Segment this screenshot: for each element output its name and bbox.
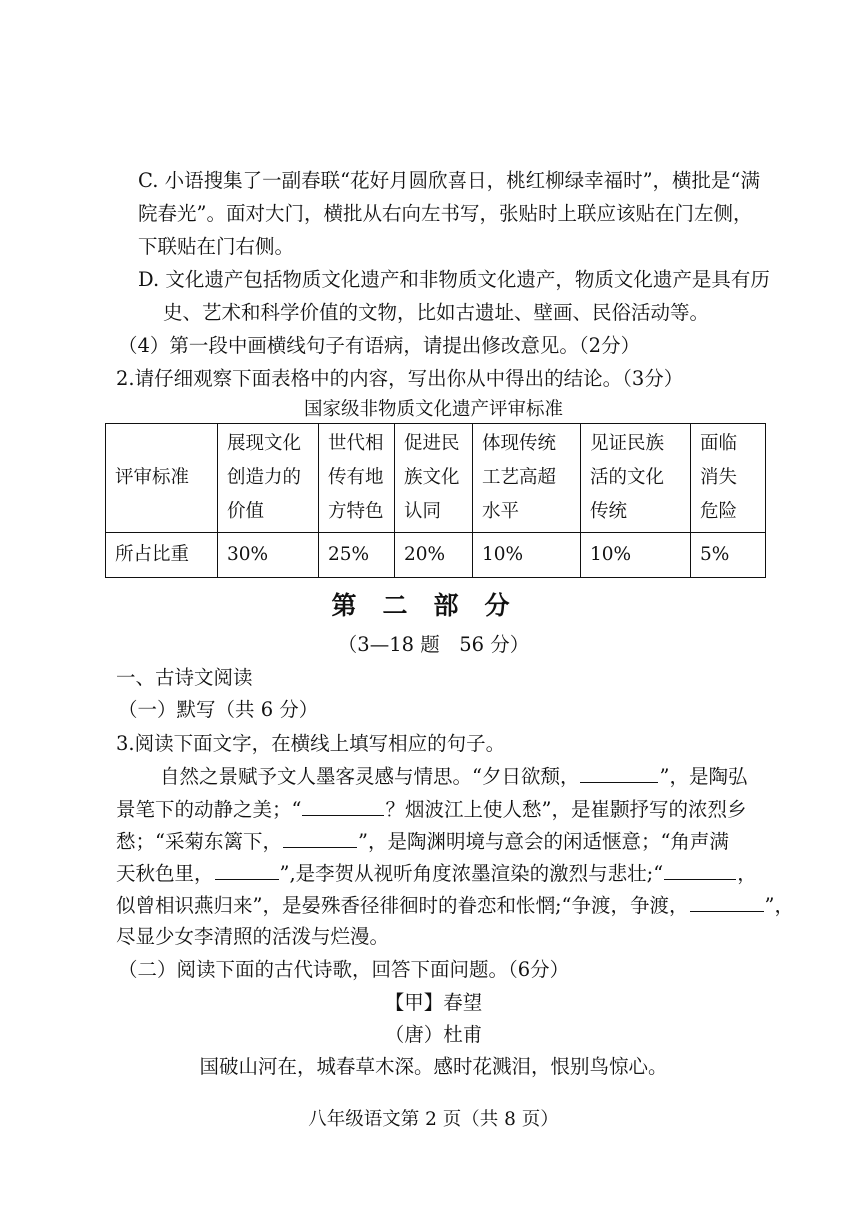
table-cell: 10%: [581, 533, 691, 578]
answer-blank[interactable]: [215, 860, 279, 880]
table-cell: 面临 消失 危险: [691, 424, 766, 533]
table-cell: 10%: [473, 533, 581, 578]
criteria-table: [105, 423, 766, 578]
passage-line: 似曾相识燕归来”，是晏殊香径徘徊时的眷恋和怅惘;“争渡，争渡， ”，: [116, 894, 794, 917]
table-cell: 20%: [395, 533, 473, 578]
table-row: [106, 424, 766, 533]
option-c-line2: 院春光”。面对大门，横批从右向左书写，张贴时上联应该贴在门左侧，: [138, 202, 753, 225]
table-cell: 促进民 族文化 认同: [395, 424, 473, 533]
part-subtitle: （3—18 题 56 分）: [337, 633, 530, 656]
poem-line: 国破山河在，城春草木深。感时花溅泪，恨别鸟惊心。: [199, 1055, 668, 1078]
subsection-heading: （一）默写（共 6 分）: [118, 698, 319, 721]
table-cell: 5%: [691, 533, 766, 578]
passage-line: 景笔下的动静之美；“ ？烟波江上使人愁”，是崔颢抒写的浓烈乡: [116, 798, 747, 821]
option-d-line1: D. 文化遗产包括物质文化遗产和非物质文化遗产，物质文化遗产是具有历: [138, 268, 770, 291]
question-2-prompt: 2.请仔细观察下面表格中的内容，写出你从中得出的结论。（3分）: [116, 367, 684, 390]
table-row-header: 评审标准: [106, 424, 218, 533]
table-row-header: 所占比重: [106, 533, 218, 578]
poem-title: 【甲】春望: [384, 991, 483, 1014]
answer-blank[interactable]: [580, 763, 658, 783]
answer-blank[interactable]: [664, 860, 736, 880]
table-cell: 展现文化 创造力的 价值: [218, 424, 319, 533]
answer-blank[interactable]: [283, 828, 357, 848]
option-c-line3: 下联贴在门右侧。: [138, 235, 295, 258]
answer-blank[interactable]: [302, 796, 384, 816]
passage-line: 尽显少女李清照的活泼与烂漫。: [116, 925, 390, 948]
table-cell: 体现传统 工艺高超 水平: [473, 424, 581, 533]
option-c-line1: C. 小语搜集了一副春联“花好月圆欣喜日，桃红柳绿幸福时”，横批是“满: [138, 169, 761, 192]
table-cell: 世代相 传有地 方特色: [319, 424, 395, 533]
table-cell: 30%: [218, 533, 319, 578]
part-title: 第二部分: [331, 591, 536, 620]
question-1-sub4: （4）第一段中画横线句子有语病，请提出修改意见。（2分）: [118, 334, 641, 357]
table-row: [106, 533, 766, 578]
table-cell: 见证民族 活的文化 传统: [581, 424, 691, 533]
question-3-prompt: 3.阅读下面文字，在横线上填写相应的句子。: [116, 732, 506, 755]
section-heading: 一、古诗文阅读: [116, 666, 253, 689]
passage-line: 自然之景赋予文人墨客灵感与情思。“夕日欲颓， ”，是陶弘: [160, 765, 748, 788]
poem-author: （唐）杜甫: [384, 1023, 483, 1046]
passage-line: 天秋色里， ”,是李贺从视听角度浓墨渲染的激烈与悲壮;“ ，: [116, 862, 757, 885]
page-footer: 八年级语文第 2 页（共 8 页）: [308, 1109, 559, 1130]
option-d-line2: 史、艺术和科学价值的文物，比如古遗址、壁画、民俗活动等。: [163, 301, 710, 324]
subsection-heading: （二）阅读下面的古代诗歌，回答下面问题。（6分）: [118, 958, 570, 981]
table-title: 国家级非物质文化遗产评审标准: [303, 399, 563, 420]
passage-line: 愁；“采菊东篱下， ”，是陶渊明境与意会的闲适惬意；“角声满: [116, 830, 729, 853]
table-cell: 25%: [319, 533, 395, 578]
answer-blank[interactable]: [690, 892, 764, 912]
